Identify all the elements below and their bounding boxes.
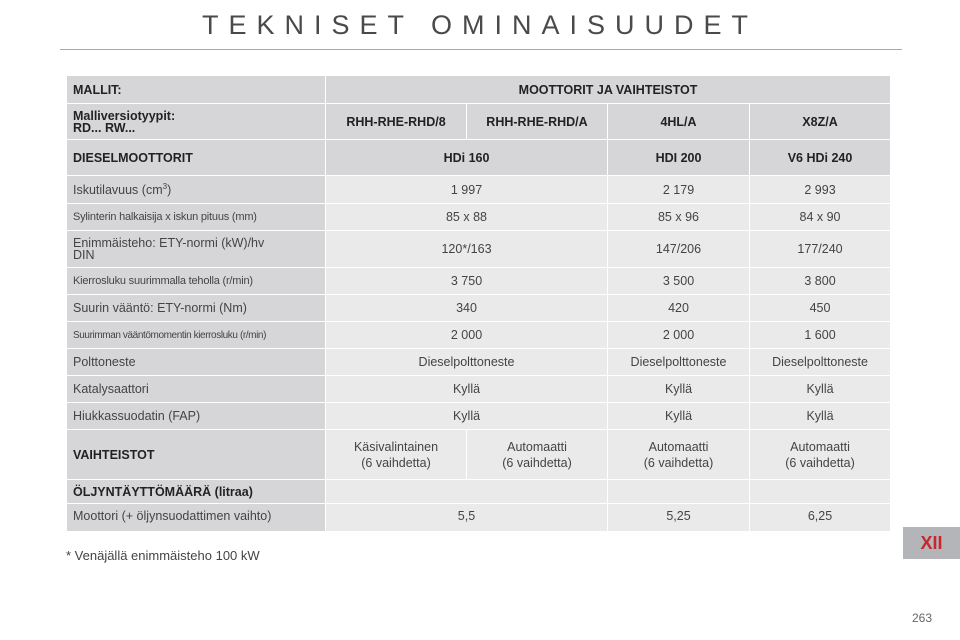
row-label: Suurimman vääntömomentin kierrosluku (r/min) (67, 322, 326, 349)
row-value: 3 500 (608, 268, 750, 295)
row-value: 2 179 (608, 176, 750, 204)
diesel-engines-label: DIESELMOOTTORIT (67, 140, 326, 176)
row-label-displacement: Iskutilavuus $(cm^3)$ (67, 176, 326, 204)
row-label: Katalysaattori (67, 376, 326, 403)
model-types-label-line2: RD... RW... (73, 120, 136, 135)
models-label: MALLIT: (67, 76, 326, 104)
model-type-cell: RHH-RHE-RHD/8 (326, 104, 467, 140)
row-value: Kyllä (608, 376, 750, 403)
row-value: 340 (326, 295, 608, 322)
oil-capacity-header-row (67, 480, 891, 504)
table-row (67, 349, 891, 376)
model-type-cell: RHH-RHE-RHD/A (467, 104, 608, 140)
row-value: 2 000 (608, 322, 750, 349)
engine-cell: HDi 160 (326, 140, 608, 176)
row-value: 450 (750, 295, 891, 322)
table-row (67, 295, 891, 322)
table-row (67, 176, 891, 204)
row-label: Suurin vääntö: ETY-normi (Nm) (67, 295, 326, 322)
row-label: Polttoneste (67, 349, 326, 376)
row-value: 420 (608, 295, 750, 322)
row-value: 3 800 (750, 268, 891, 295)
title-divider (60, 49, 902, 50)
gearbox-cell: Automaatti (6 vaihdetta) (608, 430, 750, 480)
row-label: Hiukkassuodatin (FAP) (67, 403, 326, 430)
row-value: 1 600 (750, 322, 891, 349)
row-value: 2 993 (750, 176, 891, 204)
row-value: Dieselpolttoneste (326, 349, 608, 376)
gearbox-row (67, 430, 891, 480)
row-label: Kierrosluku suurimmalla teholla (r/min) (67, 268, 326, 295)
specs-table (66, 75, 891, 532)
table-header-row (67, 76, 891, 104)
table-row (67, 376, 891, 403)
gearbox-cell: Käsivalintainen (6 vaihdetta) (326, 430, 467, 480)
oil-value: 5,5 (326, 504, 608, 532)
row-value: 147/206 (608, 231, 750, 268)
gearbox-cell: Automaatti (6 vaihdetta) (750, 430, 891, 480)
row-value: 120*/163 (326, 231, 608, 268)
engine-cell: V6 HDi 240 (750, 140, 891, 176)
model-type-cell: X8Z/A (750, 104, 891, 140)
row-value: 1 997 (326, 176, 608, 204)
oil-value: 5,25 (608, 504, 750, 532)
row-value: 85 x 88 (326, 204, 608, 231)
row-value: 84 x 90 (750, 204, 891, 231)
row-label: Sylinterin halkaisija x iskun pituus (mm) (67, 204, 326, 231)
row-value: Kyllä (750, 376, 891, 403)
table-row (67, 204, 891, 231)
model-types-label-line1: Malliversiotyypit: (73, 108, 176, 123)
gearbox-cell: Automaatti (6 vaihdetta) (467, 430, 608, 480)
row-value: 177/240 (750, 231, 891, 268)
row-label-power: Enimmäisteho: ETY-normi (kW)/hv DIN (67, 231, 326, 268)
page-title: TEKNISET OMINAISUUDET (201, 10, 759, 40)
footnote: * Venäjällä enimmäisteho 100 kW (66, 548, 260, 563)
oil-capacity-row (67, 504, 891, 532)
model-types-row (67, 104, 891, 140)
gearbox-label: VAIHTEISTOT (67, 430, 326, 480)
model-type-cell: 4HL/A (608, 104, 750, 140)
chapter-tab: XII (903, 527, 960, 559)
row-value: 2 000 (326, 322, 608, 349)
oil-capacity-label: ÖLJYNTÄYTTÖMÄÄRÄ (litraa) (67, 480, 326, 504)
table-row (67, 322, 891, 349)
row-value: Dieselpolttoneste (608, 349, 750, 376)
diesel-engines-row (67, 140, 891, 176)
table-row (67, 403, 891, 430)
model-types-label (67, 104, 326, 140)
row-value: Kyllä (326, 403, 608, 430)
engine-cell: HDI 200 (608, 140, 750, 176)
page-number: 263 (912, 611, 933, 625)
row-value: Kyllä (608, 403, 750, 430)
row-value: Kyllä (750, 403, 891, 430)
engines-gearboxes-label: MOOTTORIT JA VAIHTEISTOT (326, 76, 891, 104)
row-value: Dieselpolttoneste (750, 349, 891, 376)
oil-row-label: Moottori (+ öljynsuodattimen vaihto) (67, 504, 326, 532)
row-value: 3 750 (326, 268, 608, 295)
table-row (67, 268, 891, 295)
oil-value: 6,25 (750, 504, 891, 532)
table-row (67, 231, 891, 268)
row-value: Kyllä (326, 376, 608, 403)
row-value: 85 x 96 (608, 204, 750, 231)
